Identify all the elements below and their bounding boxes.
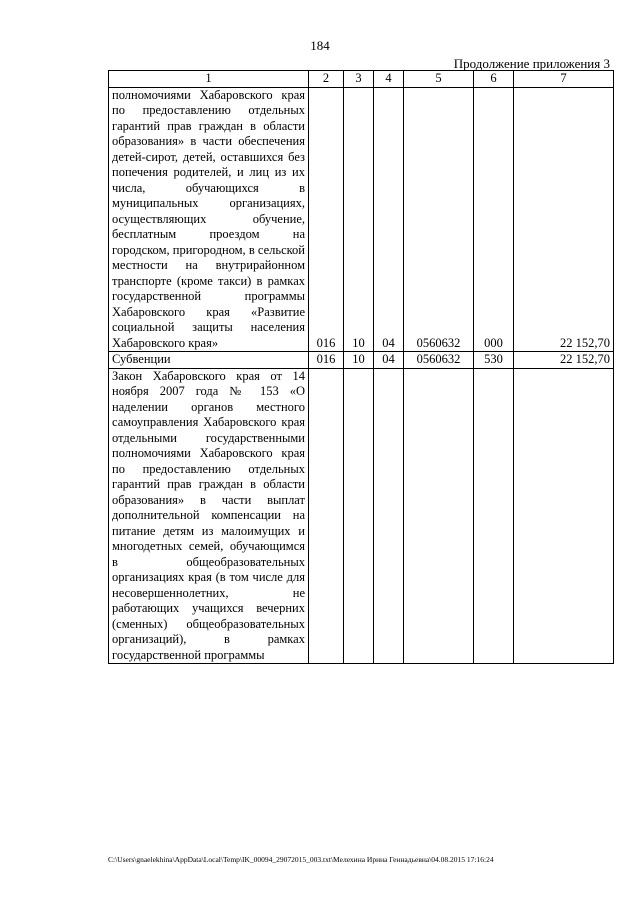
table-row xyxy=(109,87,614,352)
budget-table xyxy=(108,70,614,664)
cell-target-article: 0560632 xyxy=(404,87,474,352)
footer-file-path: C:\Users\gnaelekhina\AppData\Local\Temp\IK_00094_29072015_003.txt\Мелехина Ирина Геннадьевна\04.08.2015 17:16:24 xyxy=(108,855,494,864)
column-header: 7 xyxy=(514,71,614,88)
cell-code: 016 xyxy=(309,352,344,369)
cell-amount: 22 152,70 xyxy=(514,87,614,352)
cell-amount xyxy=(514,368,614,664)
table-row xyxy=(109,368,614,664)
row-name-cell: Закон Хабаровского края от 14 ноября 2007 года № 153 «О наделении органов местного самоуправления Хабаровского края отдельными государственными полномочиями Хабаровского края по предоставлению отдельных гарантий прав граждан в области образования» в части выплат дополнительной компенсации на питание детям из малоимущих и многодетных семей, обучающимся в общеобразовательных организациях края (в том числе для несовершеннолетних, не работающих учащихся вечерних (сменных) общеобразовательных организаций), в рамках государственной программы xyxy=(109,368,309,664)
column-header: 4 xyxy=(374,71,404,88)
row-name-cell: Субвенции xyxy=(109,352,309,369)
row-name-cell: полномочиями Хабаровского края по предоставлению отдельных гарантий прав граждан в области образования» в части обеспечения детей-сирот, детей, оставшихся без попечения родителей, и лиц из их числа, обучающихся в муниципальных организациях, осуществляющих обучение, бесплатным проездом на городском, пригородном, в сельской местности на внутрирайонном транспорте (кроме такси) в рамках государственной программы Хабаровского края «Развитие социальной защиты населения Хабаровского края» xyxy=(109,87,309,352)
table-header-row xyxy=(109,71,614,88)
page-number: 184 xyxy=(310,38,330,53)
cell-section: 10 xyxy=(344,87,374,352)
cell-section: 10 xyxy=(344,352,374,369)
cell-expense-type xyxy=(474,368,514,664)
cell-target-article: 0560632 xyxy=(404,352,474,369)
cell-expense-type: 000 xyxy=(474,87,514,352)
column-header: 2 xyxy=(309,71,344,88)
cell-section xyxy=(344,368,374,664)
cell-target-article xyxy=(404,368,474,664)
column-header: 5 xyxy=(404,71,474,88)
cell-subsection xyxy=(374,368,404,664)
cell-code: 016 xyxy=(309,87,344,352)
cell-amount: 22 152,70 xyxy=(514,352,614,369)
cell-subsection: 04 xyxy=(374,87,404,352)
column-header: 3 xyxy=(344,71,374,88)
column-header: 6 xyxy=(474,71,514,88)
cell-expense-type: 530 xyxy=(474,352,514,369)
table-row xyxy=(109,352,614,369)
cell-code xyxy=(309,368,344,664)
cell-subsection: 04 xyxy=(374,352,404,369)
column-header: 1 xyxy=(109,71,309,88)
continuation-title: Продолжение приложения 3 xyxy=(453,56,610,71)
